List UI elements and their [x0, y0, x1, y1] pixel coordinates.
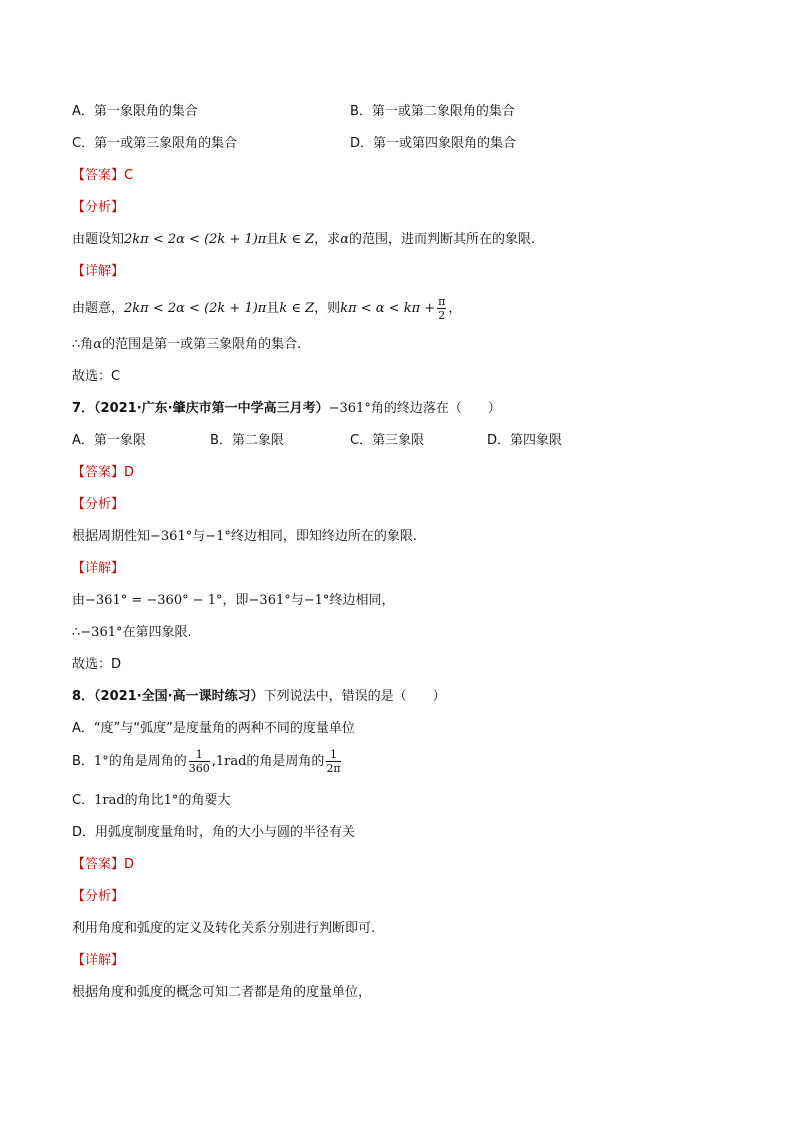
formula: −361° [248, 593, 291, 608]
q8-option-d: D．用弧度制度量角时，角的大小与圆的半径有关 [72, 825, 356, 840]
text: 的范围是第一或第三象限角的集合. [102, 337, 302, 352]
formula: 2kπ < 2α < (2k + 1)π [124, 301, 267, 316]
formula: α [93, 337, 103, 352]
text: 终边相同， [329, 593, 395, 608]
formula: k ∈ Z [279, 232, 315, 247]
q7-option-a: A．第一象限 [72, 433, 146, 448]
q6-analysis-label: 【分析】 [72, 200, 125, 215]
q7-analysis [72, 528, 417, 546]
q8-detail: 根据角度和弧度的概念可知二者都是角的度量单位， [72, 985, 372, 1000]
text: ∴角 [72, 337, 94, 352]
fraction-denominator: 2π [326, 762, 341, 775]
text: 与 [192, 529, 206, 544]
q6-analysis [72, 231, 535, 249]
q8-analysis: 利用角度和弧度的定义及转化关系分别进行判断即可. [72, 921, 376, 936]
text: 的角是周角的 [246, 754, 325, 769]
formula: −361° [150, 529, 193, 544]
formula: 1rad [215, 754, 247, 769]
q7-stem [72, 400, 501, 418]
choice-value: C [111, 369, 121, 384]
q6-option-b: B．第一或第二象限角的集合 [350, 104, 515, 119]
text: 的角是周角的 [108, 754, 187, 769]
formula: −1° [205, 529, 231, 544]
q8-analysis-label: 【分析】 [72, 889, 125, 904]
fraction-numerator: π [438, 295, 446, 308]
fraction-numerator: 1 [189, 748, 210, 762]
text: 由 [72, 593, 86, 608]
q7-option-c: C．第三象限 [350, 433, 425, 448]
question-text: 下列说法中，错误的是（ ） [263, 689, 446, 704]
formula: 1° [93, 754, 109, 769]
text: , [211, 754, 216, 769]
formula: −1° [303, 593, 330, 608]
q8-answer [72, 856, 134, 874]
q6-detail-line2 [72, 336, 301, 354]
q6-option-d: D．第一或第四象限角的集合 [350, 136, 517, 151]
text: 且 [266, 301, 280, 316]
formula: 2kπ < 2α < (2k + 1)π [124, 232, 267, 247]
choice-label: 故选： [72, 657, 112, 672]
text: ，即 [222, 593, 249, 608]
text: ， [448, 301, 462, 316]
formula: kπ < α < kπ + [340, 301, 436, 316]
answer-value: D [124, 465, 135, 480]
text: 与 [290, 593, 304, 608]
q8-option-b [72, 747, 343, 777]
choice-label: 故选： [72, 369, 112, 384]
text: 在第四象限. [122, 625, 192, 640]
fraction [437, 295, 446, 322]
answer-label: 【答案】 [72, 857, 125, 872]
text: ∴ [72, 625, 81, 640]
answer-label: 【答案】 [72, 465, 125, 480]
q8-stem [72, 688, 446, 706]
text: 根据周期性知 [72, 529, 151, 544]
text: 由题设知 [72, 232, 125, 247]
q7-option-b: B．第二象限 [210, 433, 284, 448]
fraction-denominator: 360 [188, 762, 210, 775]
text: 由题意， [72, 301, 125, 316]
q6-option-a: A．第一象限角的集合 [72, 104, 198, 119]
q7-detail-label: 【详解】 [72, 561, 125, 576]
q7-detail-line2 [72, 624, 192, 642]
text: 的角比 [124, 793, 164, 808]
q6-answer [72, 167, 133, 185]
question-text: 角的终边落在（ ） [370, 401, 501, 416]
formula: −361° = −360° − 1° [85, 593, 223, 608]
fraction-numerator: 1 [326, 748, 340, 762]
q6-option-c: C．第一或第三象限角的集合 [72, 136, 238, 151]
fraction [189, 748, 210, 775]
choice-value: D [111, 657, 122, 672]
question-number: 7． [72, 401, 95, 416]
text: 且 [266, 232, 280, 247]
formula: −361° [80, 625, 123, 640]
q7-choice [72, 656, 121, 674]
fraction-denominator: 2 [438, 309, 446, 322]
q6-choice [72, 368, 120, 386]
q8-option-c [72, 792, 230, 810]
question-source: （2021·广东·肇庆市第一中学高三月考） [94, 401, 329, 416]
text: 的角要大 [178, 793, 231, 808]
question-number: 8． [72, 689, 95, 704]
answer-value: D [124, 857, 135, 872]
q8-option-a: A．“度”与“弧度”是度量角的两种不同的度量单位 [72, 721, 355, 736]
fraction [326, 748, 340, 775]
text: 终边相同，即知终边所在的象限. [230, 529, 418, 544]
q7-answer [72, 464, 134, 482]
text: C． [72, 793, 95, 808]
text: 的范围，进而判断其所在的象限. [348, 232, 536, 247]
q6-detail-line1 [72, 294, 461, 324]
formula: k ∈ Z [279, 301, 315, 316]
q7-option-d: D．第四象限 [487, 433, 563, 448]
formula: −361° [328, 401, 371, 416]
formula: 1° [163, 793, 179, 808]
q7-analysis-label: 【分析】 [72, 497, 125, 512]
q8-detail-label: 【详解】 [72, 953, 125, 968]
text: B． [72, 754, 94, 769]
formula: α [340, 232, 349, 247]
q7-detail-line1 [72, 592, 394, 610]
answer-value: C [124, 168, 134, 183]
formula: 1rad [94, 793, 125, 808]
answer-label: 【答案】 [72, 168, 125, 183]
text: ，则 [314, 301, 341, 316]
question-source: （2021·全国·高一课时练习） [94, 689, 264, 704]
text: ，求 [314, 232, 341, 247]
q6-detail-label: 【详解】 [72, 264, 125, 279]
